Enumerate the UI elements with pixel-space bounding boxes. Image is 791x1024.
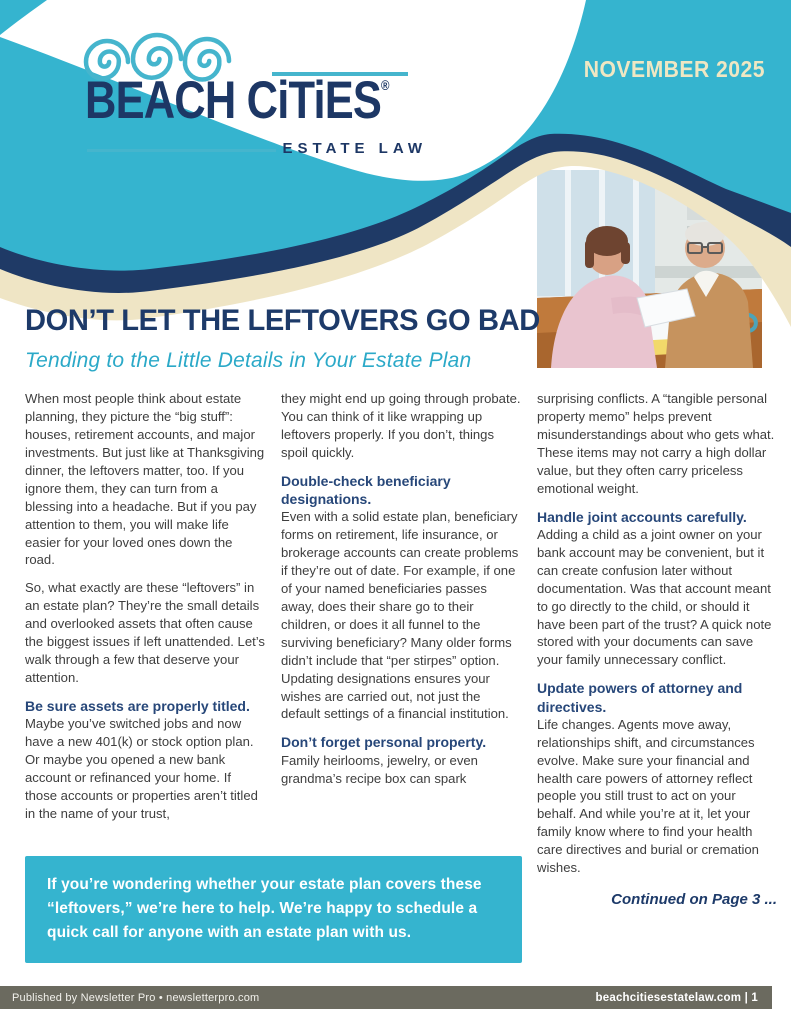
footer-bar — [0, 986, 772, 1009]
column-3 — [537, 390, 777, 908]
logo-rule-bottom — [87, 149, 276, 152]
logo-bottom-row — [87, 140, 427, 157]
article-body — [25, 390, 777, 908]
paragraph: Maybe you’ve switched jobs and now have a new 401(k) or stock option plan. Or maybe you opened a new bank account or refinanced your home. If those accounts or properties aren’t titled in the name of your trust, — [25, 716, 258, 821]
logo-brand — [85, 70, 390, 131]
section-heading: Update powers of attorney and directives. — [537, 680, 743, 715]
beach-cities-logo — [75, 14, 435, 164]
section-heading: Be sure assets are properly titled. — [25, 698, 250, 714]
paragraph: Even with a solid estate plan, beneficiary forms on retirement, life insurance, or brokerage accounts can create problems if they’re out of date. For example, if one of your named beneficiaries passes away, does their share go to their children, or does it all funnel to the surviving beneficiary? Many older forms didn’t include that “per stirpes” option. Updating designations ensures your wishes are carried out, not just the default settings of a financial institution. — [281, 509, 519, 722]
cta-callout-box — [25, 856, 522, 963]
logo-brand-text: BEACH CiTiES — [85, 71, 382, 130]
website-page-number: beachcitiesestatelaw.com | 1 — [595, 991, 758, 1004]
paragraph: Life changes. Agents move away, relationships shift, and circumstances evolve. Make sure your financial and health care powers of attorney reflect people you still trust to act on your behalf. And while you’re at it, let your family know where to find your health care directives and burial or cremation wishes. — [537, 716, 759, 876]
section-heading: Double-check beneficiary designations. — [281, 472, 451, 507]
article-subtitle: Tending to the Little Details in Your Estate Plan — [25, 349, 472, 372]
column-2 — [281, 390, 521, 908]
paragraph: surprising conflicts. A “tangible personal property memo” helps prevent misunderstandings about who gets what. These items may not carry a high dollar value, but they often carry priceless emotional weight. — [537, 391, 775, 496]
issue-date: NOVEMBER 2025 — [583, 56, 765, 82]
section-heading: Don’t forget personal property. — [281, 734, 487, 751]
section-heading: Handle joint accounts carefully. — [537, 508, 747, 525]
column-1 — [25, 390, 265, 908]
continued-on-page-note: Continued on Page 3 ... — [611, 891, 777, 909]
registered-mark: ® — [381, 77, 390, 93]
paragraph: Adding a child as a joint owner on your bank account may be convenient, but it can create confusion later without documentation. Was that account meant to go directly to the child, or should it have been part of the trust? A quick note stored with your documents can save your family unnecessary conflict. — [537, 526, 772, 668]
article-title: DON’T LET THE LEFTOVERS GO BAD — [25, 304, 540, 337]
paragraph: So, what exactly are these “leftovers” in an estate plan? They’re the small details and overlooked assets that often cause the biggest issues if left unattended. Let’s walk through a few that deserve your attention. — [25, 580, 265, 686]
paragraph: When most people think about estate planning, they picture the “big stuff”: houses, retirement accounts, and major investments. But just like at Thanksgiving dinner, the leftovers matter, too. If you ignore them, they can turn from a blessing into a headache. But if you pay attention to them, you will make life easier for your loved ones down the road. — [25, 391, 265, 568]
paragraph: Family heirlooms, jewelry, or even grandma’s recipe box can spark — [281, 752, 478, 786]
cta-callout-text: If you’re wondering whether your estate plan covers these “leftovers,” we’re here to help. We’re happy to schedule a quick call for anyone with an estate plan with us. — [47, 876, 482, 942]
publisher-credit: Published by Newsletter Pro • newsletterpro.com — [12, 991, 260, 1004]
logo-tagline: ESTATE LAW — [282, 140, 427, 157]
paragraph: they might end up going through probate. You can think of it like wrapping up leftovers properly. If you don’t, things spoil quickly. — [281, 391, 521, 460]
